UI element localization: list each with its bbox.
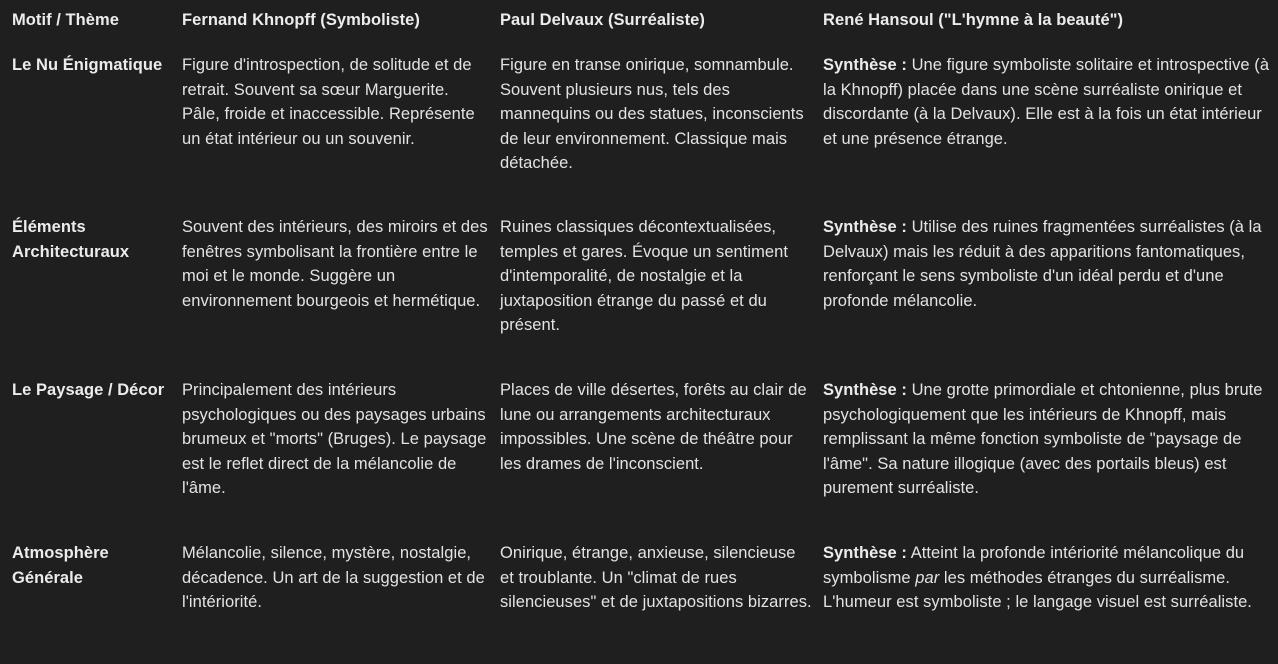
hansoul-text-before: Atteint la profonde intériorité mélancolique du symbolisme	[823, 544, 1245, 587]
synthesis-label: Synthèse :	[823, 218, 907, 236]
motif-cell: Le Paysage / Décor	[12, 381, 165, 399]
header-hansoul: René Hansoul ("L'hymne à la beauté")	[823, 11, 1124, 29]
hansoul-text-emphasis: par	[915, 568, 940, 587]
khnopff-cell: Souvent des intérieurs, des miroirs et des fenêtres symbolisant la frontière entre le moi et le monde. Suggère un environnement bourgeois et hermétique.	[182, 218, 488, 310]
table-row	[0, 203, 1278, 366]
hansoul-text: Une figure symboliste solitaire et introspective (à la Khnopff) placée dans une scène surréaliste onirique et discordante (à la Delvaux). Elle est à la fois un état intérieur et une présence étrange.	[823, 56, 1270, 148]
delvaux-cell: Onirique, étrange, anxieuse, silencieuse et troublante. Un "climat de rues silencieuses" et de juxtapositions bizarres.	[500, 544, 812, 612]
header-khnopff: Fernand Khnopff (Symboliste)	[182, 11, 420, 29]
delvaux-cell: Places de ville désertes, forêts au clair de lune ou arrangements architecturaux impossibles. Une scène de théâtre pour les drames de l'inconscient.	[500, 381, 807, 473]
hansoul-text-after: les méthodes étranges du surréalisme. L'humeur est symboliste ; le langage visuel est surréaliste.	[823, 568, 1252, 612]
table-header-row	[0, 0, 1278, 40]
synthesis-label: Synthèse :	[823, 544, 907, 562]
khnopff-cell: Figure d'introspection, de solitude et de retrait. Souvent sa sœur Marguerite. Pâle, froide et inaccessible. Représente un état intérieur ou un souvenir.	[182, 56, 475, 148]
header-delvaux: Paul Delvaux (Surréaliste)	[500, 11, 705, 29]
delvaux-cell: Ruines classiques décontextualisées, temples et gares. Évoque un sentiment d'intemporalité, de nostalgie et la juxtaposition étrange du passé et du présent.	[500, 218, 789, 335]
khnopff-cell: Mélancolie, silence, mystère, nostalgie, décadence. Un art de la suggestion et de l'intériorité.	[182, 544, 485, 612]
hansoul-text: Utilise des ruines fragmentées surréalistes (à la Delvaux) mais les réduit à des apparitions fantomatiques, renforçant le sens symboliste d'un idéal perdu et d'une profonde mélancolie.	[823, 218, 1262, 310]
motif-cell: Éléments Architecturaux	[12, 218, 130, 261]
delvaux-cell: Figure en transe onirique, somnambule. Souvent plusieurs nus, tels des mannequins ou des statues, inconscients de leur environnement. Classique mais détachée.	[500, 56, 804, 173]
hansoul-cell	[812, 53, 1278, 151]
table-row	[0, 529, 1278, 664]
table-row	[0, 366, 1278, 529]
hansoul-cell	[812, 378, 1278, 501]
synthesis-label: Synthèse :	[823, 381, 907, 399]
header-motif: Motif / Thème	[12, 11, 119, 29]
hansoul-text: Une grotte primordiale et chtonienne, plus brute psychologiquement que les intérieurs de Khnopff, mais remplissant la même fonction symboliste de "paysage de l'âme". Sa nature illogique (avec des portails bleus) est purement surréaliste.	[823, 381, 1263, 498]
khnopff-cell: Principalement des intérieurs psychologiques ou des paysages urbains brumeux et "morts" (Bruges). Le paysage est le reflet direct de la mélancolie de l'âme.	[182, 381, 487, 498]
motif-cell: Atmosphère Générale	[12, 544, 109, 587]
table-row	[0, 40, 1278, 203]
hansoul-cell	[812, 215, 1278, 313]
hansoul-cell	[812, 541, 1278, 615]
motif-cell: Le Nu Énigmatique	[12, 56, 163, 74]
synthesis-label: Synthèse :	[823, 56, 907, 74]
